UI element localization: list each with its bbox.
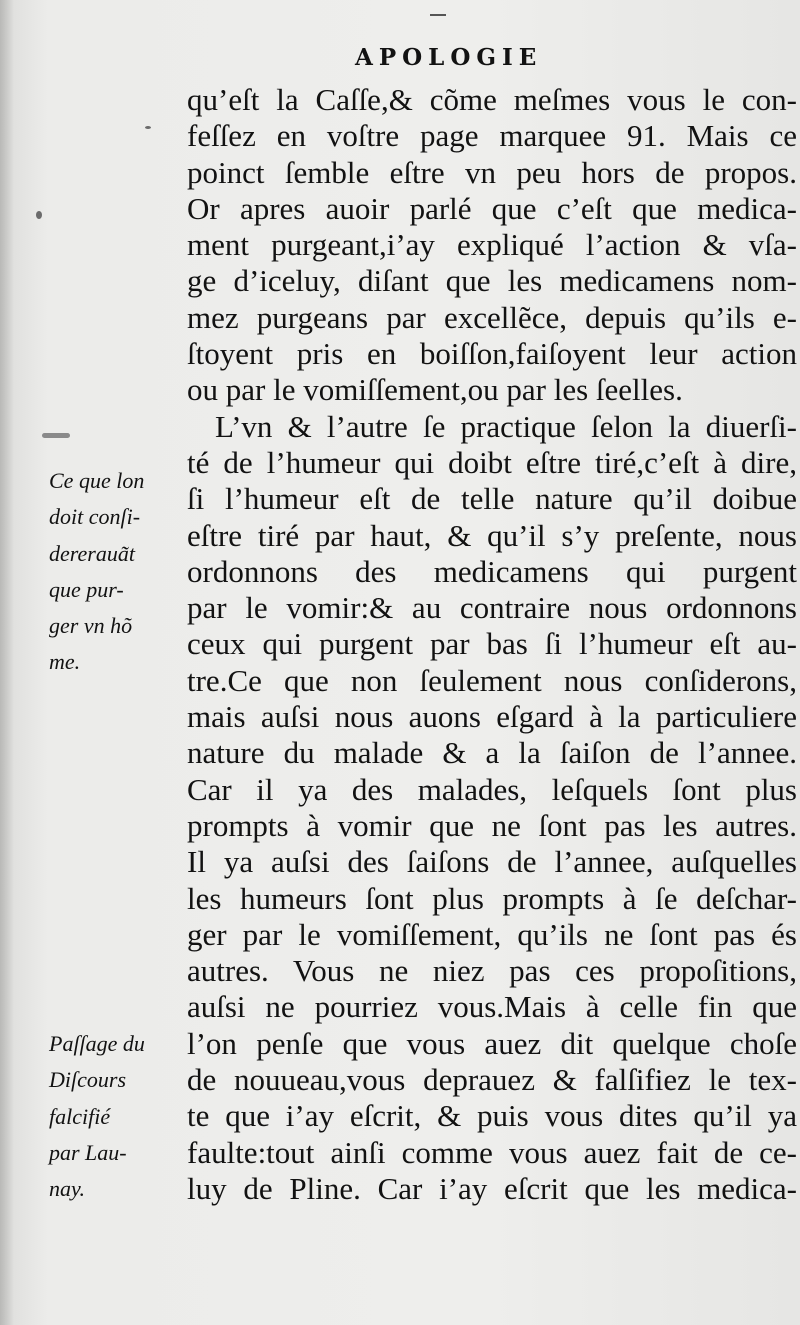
text-line: ger par le vomiſſement, qu’ils ne ſont pas és — [187, 916, 797, 952]
margin-note-line: falcifié — [49, 1103, 111, 1129]
margin-note-line: Ce que lon — [49, 468, 145, 493]
text-line: poinct ſemble eſtre vn peu hors de propos. — [187, 154, 797, 190]
ink-speck — [36, 211, 42, 219]
text-line: eſtre tiré par haut, & qu’il s’y preſente, nous — [187, 517, 797, 553]
text-line: feſſez en voſtre page marquee 91. Mais ce — [187, 118, 797, 154]
margin-note-line: me. — [49, 649, 81, 675]
text-line: mais auſsi nous auons eſgard à la particuliere — [187, 699, 797, 735]
ink-speck — [145, 126, 151, 129]
text-line: de nouueau,vous deprauez & falſifiez le tex- — [187, 1062, 797, 1098]
body-text — [187, 82, 797, 1207]
text-line: Or apres auoir parlé que c’eſt que medica- — [187, 190, 797, 226]
text-line: tre.Ce que non ſeulement nous conſiderons, — [187, 662, 797, 698]
margin-note-launay — [49, 1026, 179, 1207]
text-line: qu’eſt la Caſſe,& cõme meſmes vous le con- — [187, 82, 797, 117]
text-line: luy de Pline. Car i’ay eſcrit que les medica- — [187, 1170, 797, 1206]
margin-note-line: nay. — [49, 1176, 86, 1202]
text-line: ſi l’humeur eſt de telle nature qu’il doibue — [187, 481, 797, 517]
text-line: l’on penſe que vous auez dit quelque choſe — [187, 1025, 797, 1061]
margin-note-line: que pur- — [49, 576, 124, 602]
top-printer-mark — [430, 14, 446, 16]
margin-note-purge — [49, 463, 179, 681]
text-line: nature du malade & a la ſaiſon de l’annee. — [187, 735, 797, 771]
page-gutter-shadow — [0, 0, 14, 1325]
text-line: mez purgeans par excellẽce, depuis qu’ils e- — [187, 299, 797, 335]
text-line: ge d’iceluy, diſant que les medicamens nom- — [187, 263, 797, 299]
ink-speck — [42, 433, 70, 438]
text-line: te que i’ay eſcrit, & puis vous dites qu’il ya — [187, 1098, 797, 1134]
text-line: ment purgeant,i’ay expliqué l’action & vſa- — [187, 227, 797, 263]
text-line: ou par le vomiſſement,ou par les ſeelles. — [187, 372, 683, 408]
text-line: Il ya auſsi des ſaiſons de l’annee, auſquelles — [187, 844, 797, 880]
text-line: té de l’humeur qui doibt eſtre tiré,c’eſt à dire, — [187, 444, 797, 480]
text-line: ſtoyent pris en boiſſon,faiſoyent leur action — [187, 336, 797, 372]
text-line: L’vn & l’autre ſe practique ſelon la diuerſi- — [215, 408, 797, 444]
margin-note-line: dereraua͂t — [49, 540, 135, 566]
text-line: ceux qui purgent par bas ſi l’humeur eſt au- — [187, 626, 797, 662]
margin-note-line: doit conſi- — [49, 504, 141, 530]
text-line: les humeurs ſont plus prompts à ſe deſchar- — [187, 880, 797, 916]
running-head: APOLOGIE — [355, 44, 543, 71]
text-line: prompts à vomir que ne ſont pas les autres. — [187, 807, 797, 843]
text-line: autres. Vous ne niez pas ces propoſitions, — [187, 953, 797, 989]
text-line: auſsi ne pourriez vous.Mais à celle fin que — [187, 989, 797, 1025]
margin-note-line: Paſſage du — [49, 1031, 145, 1056]
margin-note-line: par Lau- — [49, 1139, 127, 1165]
margin-note-line: ger vn hõ — [49, 613, 133, 639]
text-line: Car il ya des malades, leſquels ſont plus — [187, 771, 797, 807]
margin-note-line: Diſcours — [49, 1067, 126, 1093]
text-line: ordonnons des medicamens qui purgent — [187, 553, 797, 589]
text-line: faulte:tout ainſi comme vous auez fait de ce- — [187, 1134, 797, 1170]
text-line: par le vomir:& au contraire nous ordonnons — [187, 590, 797, 626]
